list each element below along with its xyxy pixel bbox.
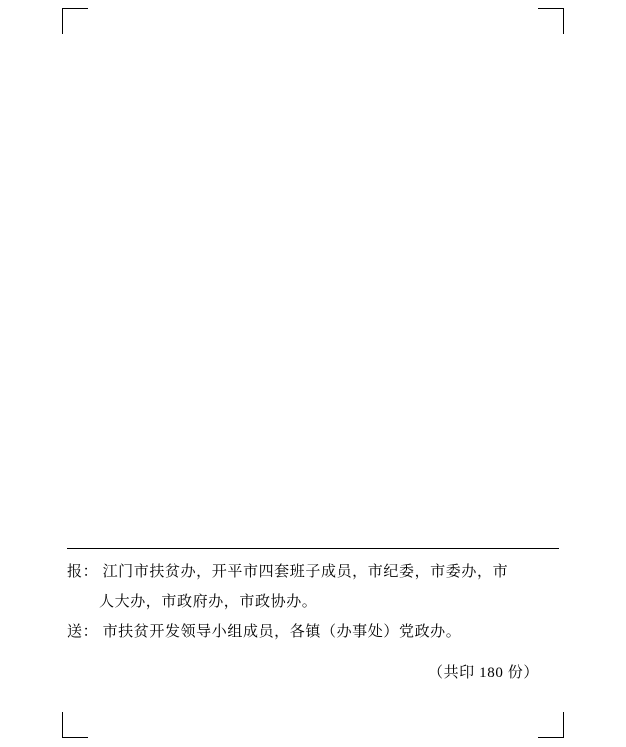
footer-distribution-block <box>67 548 559 682</box>
crop-mark-top-left-icon <box>62 8 88 34</box>
print-count-text: （共印 180 份） <box>427 665 539 681</box>
distribution-line-report-continued <box>67 587 559 617</box>
distribution-line-send <box>67 617 559 647</box>
distribution-label-report: 报： <box>67 564 99 580</box>
distribution-label-send: 送： <box>67 624 99 640</box>
crop-mark-bottom-right-icon <box>538 712 564 738</box>
footer-divider <box>67 548 559 549</box>
crop-mark-top-right-icon <box>538 8 564 34</box>
distribution-text-report-continued: 人大办，市政府办，市政协办。 <box>99 594 318 610</box>
distribution-text-send: 市扶贫开发领导小组成员，各镇（办事处）党政办。 <box>102 624 462 640</box>
crop-mark-bottom-left-icon <box>62 712 88 738</box>
distribution-text-report: 江门市扶贫办，开平市四套班子成员，市纪委，市委办，市 <box>102 564 509 580</box>
distribution-line-report <box>67 557 559 587</box>
